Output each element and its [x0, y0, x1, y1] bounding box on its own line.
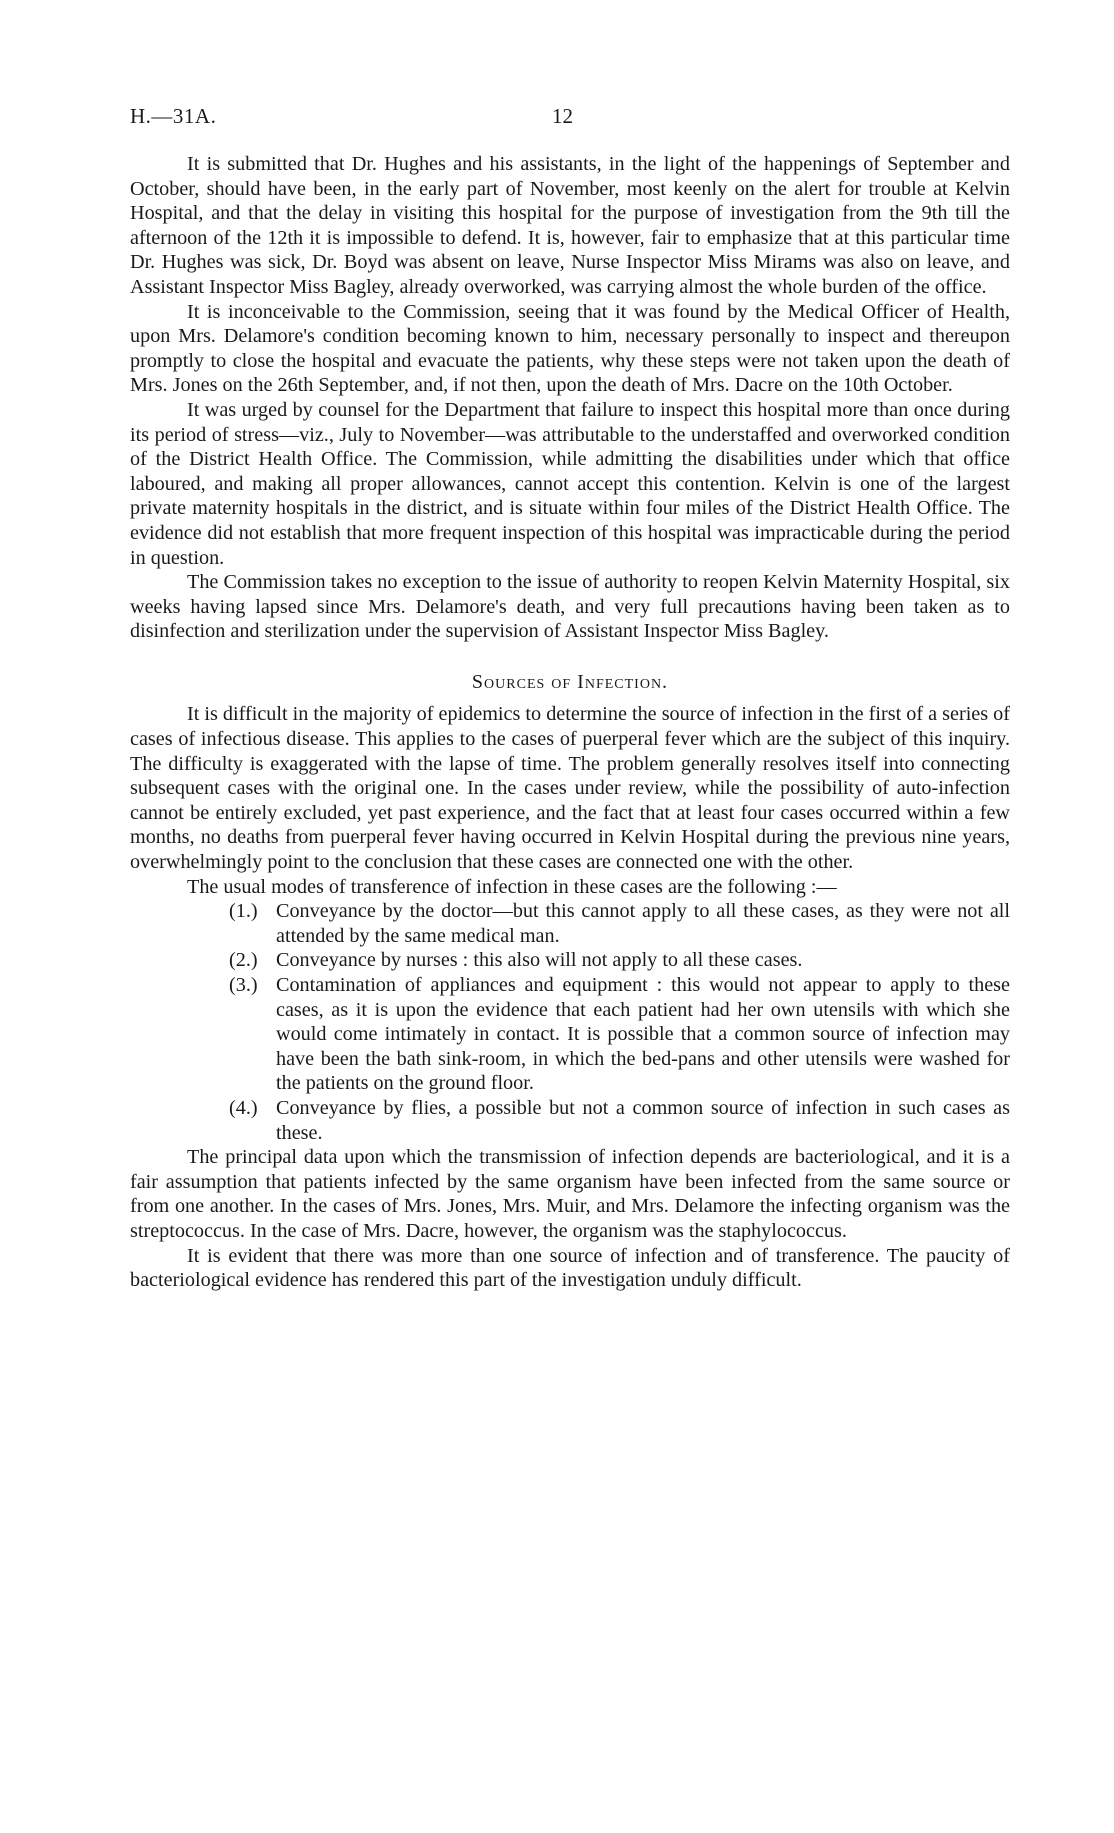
list-item-text: Contamination of appliances and equipment : this would not appear to apply to these cases, as it is upon the evidence that each patient had her own utensils with which she would come intimately in contact. It is possible that a common source of infection may have been the bath sink-room, in which the bed-pans and other utensils were washed for the patients on the ground floor.	[276, 974, 1010, 1095]
list-item-text: Conveyance by the doctor—but this cannot apply to all these cases, as they were not all attended by the same medical man.	[276, 900, 1010, 947]
document-reference: H.—31A.	[130, 104, 217, 128]
list-item-number: (3.)	[229, 974, 258, 996]
list-item-number: (2.)	[229, 949, 258, 972]
list-item-number: (4.)	[229, 1096, 258, 1119]
paragraph: It was urged by counsel for the Department that failure to inspect this hospital more than once during its period of stress—viz., July to November—was attributable to the understaffed and overworked condition of the District Health Office. The Commission, while admitting the disabilities under which that office laboured, and making all proper allowances, cannot accept this contention. Kelvin is one of the largest private maternity hospitals in the district, and is situate within four miles of the District Health Office. The evidence did not establish that more frequent inspection of this hospital was impracticable during the period in question.	[130, 398, 1010, 569]
list-item	[130, 948, 1010, 973]
paragraph: It is evident that there was more than one source of infection and of transference. The paucity of bacteriological evidence has rendered this part of the investigation unduly difficult.	[130, 1244, 1010, 1292]
paragraph: The Commission takes no exception to the issue of authority to reopen Kelvin Maternity Hospital, six weeks having lapsed since Mrs. Delamore's death, and very full precautions having been taken as to disinfection and sterilization under the supervision of Assistant Inspector Miss Bagley.	[130, 571, 1010, 643]
list-item-number: (1.)	[229, 900, 258, 923]
list-item	[130, 973, 1010, 1096]
section-heading: Sources of Infection.	[471, 670, 669, 693]
list-item	[130, 899, 1010, 948]
list-item-text: Conveyance by flies, a possible but not a common source of infection in such cases as these.	[276, 1096, 1010, 1144]
list-item-text: Conveyance by nurses : this also will not apply to all these cases.	[276, 949, 803, 972]
page-number: 12	[552, 104, 573, 128]
list-item	[130, 1096, 1010, 1145]
paragraph: The principal data upon which the transmission of infection depends are bacteriological, and it is a fair assumption that patients infected by the same organism have been infected from the same source or from one another. In the cases of Mrs. Jones, Mrs. Muir, and Mrs. Delamore the infecting organism was the streptococcus. In the case of Mrs. Dacre, however, the organism was the staphylococcus.	[130, 1146, 1010, 1242]
document-body	[130, 152, 1010, 1293]
paragraph: It is inconceivable to the Commission, seeing that it was found by the Medical Officer of Health, upon Mrs. Delamore's condition becoming known to him, necessary personally to inspect and thereupon promptly to close the hospital and evacuate the patients, why these steps were not taken upon the death of Mrs. Jones on the 26th September, and, if not then, upon the death of Mrs. Dacre on the 10th October.	[130, 300, 1010, 397]
transference-modes-list	[130, 899, 1010, 1145]
paragraph: The usual modes of transference of infection in these cases are the following :—	[187, 875, 837, 898]
paragraph: It is submitted that Dr. Hughes and his assistants, in the light of the happenings of September and October, should have been, in the early part of November, most keenly on the alert for trouble at Kelvin Hospital, and that the delay in visiting this hospital for the purpose of investigation from the 9th till the afternoon of the 12th it is impossible to defend. It is, however, fair to emphasize that at this particular time Dr. Hughes was sick, Dr. Boyd was absent on leave, Nurse Inspector Miss Mirams was also on leave, and Assistant Inspector Miss Bagley, already overworked, was carrying almost the whole burden of the office.	[130, 153, 1010, 298]
page-header	[130, 104, 1010, 134]
paragraph: It is difficult in the majority of epidemics to determine the source of infection in the first of a series of cases of infectious disease. This applies to the cases of puerperal fever which are the subject of this inquiry. The difficulty is exaggerated with the lapse of time. The problem generally resolves itself into connecting subsequent cases with the original one. In the cases under review, while the possibility of auto-infection cannot be entirely excluded, yet past experience, and the fact that at least four cases occurred within a few months, no deaths from puerperal fever having occurred in Kelvin Hospital during the previous nine years, overwhelmingly point to the conclusion that these cases are connected one with the other.	[130, 703, 1010, 874]
